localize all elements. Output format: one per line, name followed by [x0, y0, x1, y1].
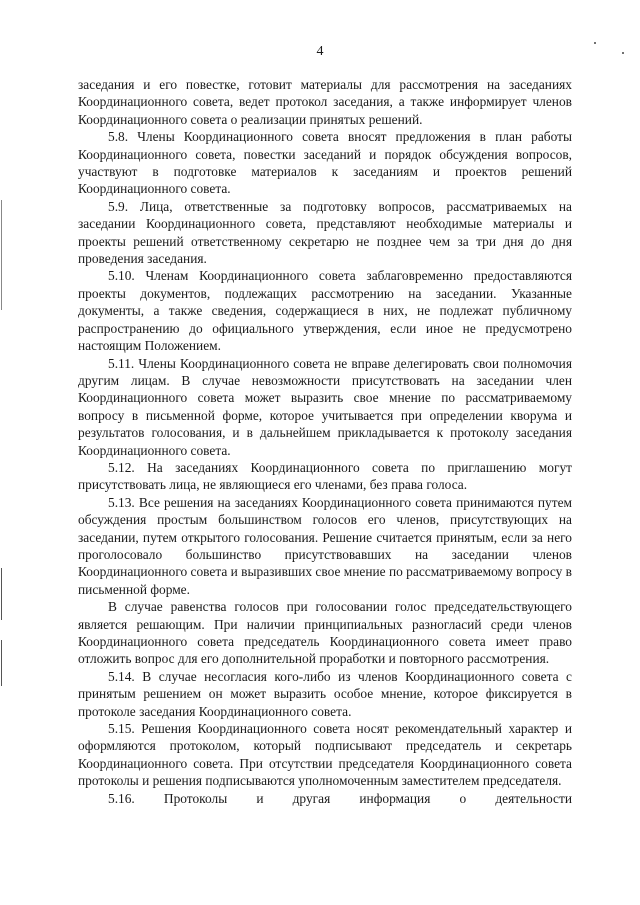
scan-margin-mark [1, 568, 2, 620]
paragraph-5-8: 5.8. Члены Координационного совета вносят предложения в план работы Координационного совета, повестки заседаний и порядок обсуждения вопросов, участвуют в подготовке материалов к заседаниям и проектов решений Координационного совета. [78, 129, 572, 197]
scan-margin-mark [1, 200, 2, 310]
paragraph-5-11: 5.11. Члены Координационного совета не вправе делегировать свои полномочия другим лицам. В случае невозможности присутствовать на заседании член Координационного совета может выразить свое мнение по рассматриваемому вопросу в письменной форме, которое учитывается при определении кворума и результатов голосования, и в дальнейшем прикладывается к протоколу заседания Координационного совета. [78, 355, 572, 458]
scan-speck [594, 42, 596, 44]
paragraph-5-16: 5.16. Протоколы и другая информация о деятельности [108, 790, 572, 806]
scan-margin-mark [1, 640, 2, 686]
paragraph-5-13: 5.13. Все решения на заседаниях Координационного совета принимаются путем обсуждения простым большинством голосов его членов, присутствующих на заседании, путем открытого голосования. Решение считается принятым, если за него проголосовало большинство присутствовавших на заседании членов Координационного совета и выразивших свое мнение по рассматриваемому вопросу в письменной форме. [78, 494, 572, 597]
scan-speck [622, 52, 624, 54]
paragraph-5-9: 5.9. Лица, ответственные за подготовку вопросов, рассматриваемых на заседании Координационного совета, представляют необходимые материалы и проекты решений ответственному секретарю не позднее чем за три дня до дня проведения заседания. [78, 198, 572, 267]
paragraph-5-13-tie: В случае равенства голосов при голосовании голос председательствующего является решающим. При наличии принципиальных разногласий среди членов Координационного совета председатель Координационного совета имеет право отложить вопрос для его дополнительной проработки и повторного рассмотрения. [78, 599, 572, 667]
page-number: 4 [316, 44, 324, 59]
paragraph-5-12: 5.12. На заседаниях Координационного совета по приглашению могут присутствовать лица, не являющиеся его членами, без права голоса. [78, 459, 572, 493]
paragraph-5-15: 5.15. Решения Координационного совета носят рекомендательный характер и оформляются протоколом, который подписывают председатель и секретарь Координационного совета. При отсутствии председателя Координационного совета протоколы и решения подписываются уполномоченным заместителем председателя. [78, 721, 572, 789]
document-body [78, 76, 572, 807]
paragraph-continuation: заседания и его повестке, готовит материалы для рассмотрения на заседаниях Координационного совета, ведет протокол заседания, а также информирует членов Координационного совета о реализации принятых решений. [78, 77, 572, 127]
paragraph-5-10: 5.10. Членам Координационного совета заблаговременно предоставляются проекты документов, подлежащих рассмотрению на заседании. Указанные документы, а также сведения, содержащиеся в них, не подлежат публичному распространению до официального утверждения, если иное не предусмотрено настоящим Положением. [78, 268, 572, 354]
paragraph-5-14: 5.14. В случае несогласия кого-либо из членов Координационного совета с принятым решением он может выразить особое мнение, которое фиксируется в протоколе заседания Координационного совета. [78, 668, 572, 719]
